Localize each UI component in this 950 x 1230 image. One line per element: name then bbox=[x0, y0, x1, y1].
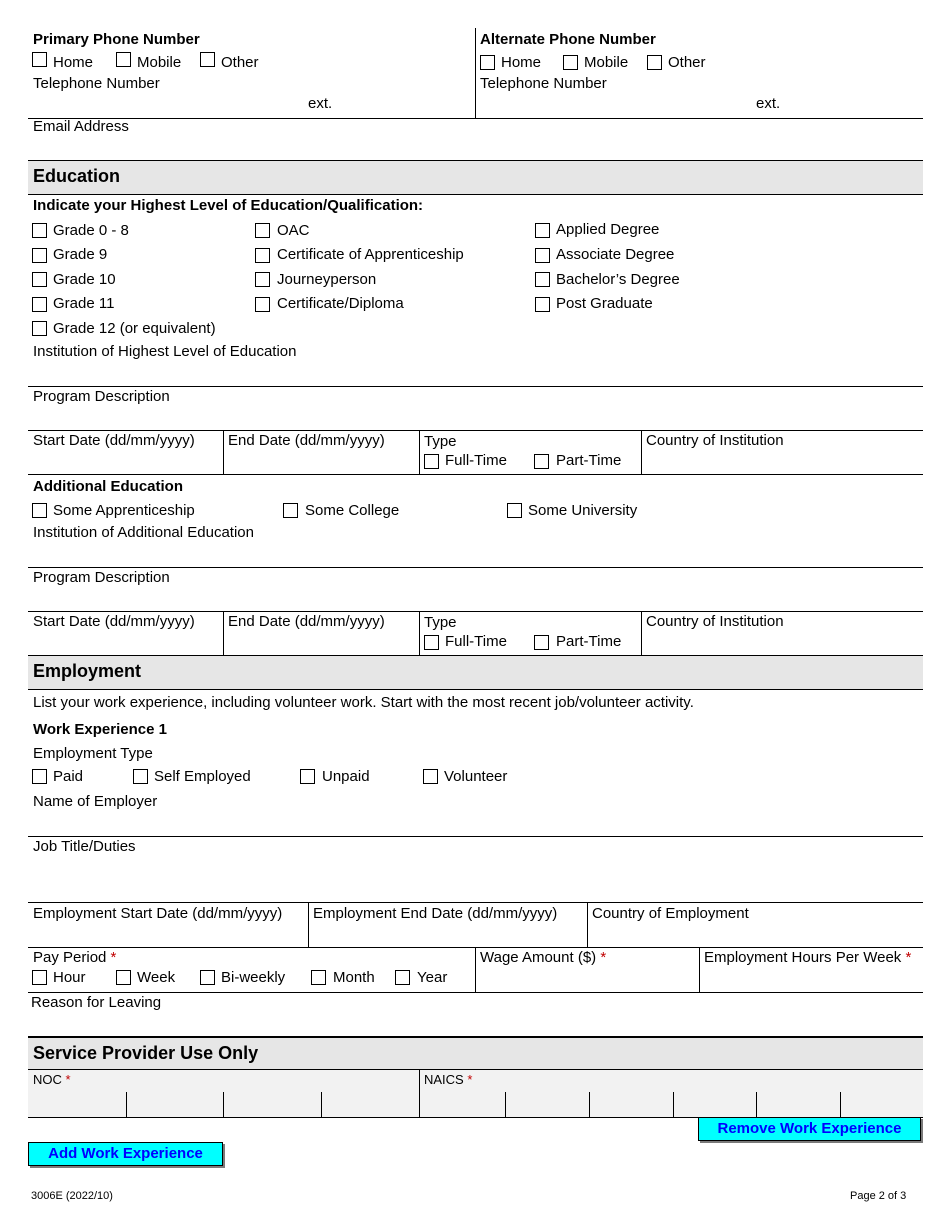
bachelors-degree-label: Bachelor’s Degree bbox=[556, 271, 680, 288]
unpaid-label: Unpaid bbox=[322, 768, 370, 785]
biweekly-label: Bi-weekly bbox=[221, 969, 286, 986]
noc-cell-divider bbox=[126, 1092, 127, 1117]
divider bbox=[223, 430, 224, 474]
primary-telephone-label[interactable]: Telephone Number bbox=[33, 75, 160, 92]
primary-mobile-checkbox[interactable] bbox=[116, 52, 131, 67]
additional-fulltime-label: Full-Time bbox=[445, 633, 507, 650]
some-apprenticeship-label: Some Apprenticeship bbox=[53, 502, 195, 519]
divider bbox=[587, 902, 588, 947]
noc-cell-divider bbox=[321, 1092, 322, 1117]
job-title-label[interactable]: Job Title/Duties bbox=[33, 838, 136, 855]
grade-9-checkbox[interactable] bbox=[32, 248, 47, 263]
start-date-label[interactable]: Start Date (dd/mm/yyyy) bbox=[33, 432, 195, 449]
education-prompt: Indicate your Highest Level of Education/Qualification: bbox=[33, 197, 424, 214]
noc-cell-divider bbox=[223, 1092, 224, 1117]
employment-start-date-label[interactable]: Employment Start Date (dd/mm/yyyy) bbox=[33, 905, 283, 922]
certificate-diploma-label: Certificate/Diploma bbox=[277, 295, 404, 312]
divider bbox=[308, 902, 309, 947]
alternate-telephone-label[interactable]: Telephone Number bbox=[480, 75, 607, 92]
some-college-checkbox[interactable] bbox=[283, 503, 298, 518]
hour-checkbox[interactable] bbox=[32, 970, 47, 985]
divider bbox=[419, 430, 420, 474]
grade-0-8-checkbox[interactable] bbox=[32, 223, 47, 238]
divider bbox=[28, 836, 923, 837]
apprenticeship-certificate-label: Certificate of Apprenticeship bbox=[277, 246, 464, 263]
grade-10-checkbox[interactable] bbox=[32, 272, 47, 287]
divider bbox=[419, 611, 420, 655]
reason-for-leaving-label[interactable]: Reason for Leaving bbox=[31, 994, 162, 1011]
required-marker: * bbox=[905, 949, 912, 966]
grade-12-checkbox[interactable] bbox=[32, 321, 47, 336]
fulltime-label: Full-Time bbox=[445, 452, 507, 469]
month-label: Month bbox=[333, 969, 375, 986]
form-code: 3006E (2022/10) bbox=[31, 1190, 113, 1202]
institution-label[interactable]: Institution of Highest Level of Education bbox=[33, 343, 297, 360]
service-provider-fields bbox=[28, 1070, 923, 1117]
naics-label: NAICS * bbox=[424, 1072, 473, 1087]
primary-ext-label[interactable]: ext. bbox=[308, 95, 333, 112]
naics-cell-divider bbox=[505, 1092, 506, 1117]
naics-cell-divider bbox=[589, 1092, 590, 1117]
bachelors-degree-checkbox[interactable] bbox=[535, 272, 550, 287]
noc-naics-divider bbox=[419, 1070, 420, 1117]
divider bbox=[28, 386, 923, 387]
alternate-other-label: Other bbox=[668, 54, 706, 71]
divider bbox=[641, 430, 642, 474]
divider bbox=[28, 118, 923, 119]
alternate-mobile-checkbox[interactable] bbox=[563, 55, 578, 70]
additional-institution-label[interactable]: Institution of Additional Education bbox=[33, 524, 254, 541]
divider bbox=[28, 902, 923, 903]
journeyperson-label: Journeyperson bbox=[277, 271, 377, 288]
work-experience-title: Work Experience 1 bbox=[33, 721, 167, 738]
employment-type-label: Employment Type bbox=[33, 745, 153, 762]
alternate-other-checkbox[interactable] bbox=[647, 55, 662, 70]
year-label: Year bbox=[417, 969, 448, 986]
additional-end-date-label[interactable]: End Date (dd/mm/yyyy) bbox=[228, 613, 385, 630]
employment-end-date-label[interactable]: Employment End Date (dd/mm/yyyy) bbox=[313, 905, 558, 922]
divider bbox=[28, 474, 923, 475]
self-employed-label: Self Employed bbox=[154, 768, 251, 785]
hour-label: Hour bbox=[53, 969, 86, 986]
grade-11-checkbox[interactable] bbox=[32, 297, 47, 312]
biweekly-checkbox[interactable] bbox=[200, 970, 215, 985]
employment-title: Employment bbox=[33, 661, 142, 681]
some-apprenticeship-checkbox[interactable] bbox=[32, 503, 47, 518]
required-marker: * bbox=[600, 949, 607, 966]
applied-degree-label: Applied Degree bbox=[556, 221, 660, 238]
grade-9-label: Grade 9 bbox=[53, 246, 108, 263]
fulltime-checkbox[interactable] bbox=[424, 454, 439, 469]
required-marker: * bbox=[65, 1072, 71, 1087]
divider bbox=[28, 611, 923, 612]
additional-fulltime-checkbox[interactable] bbox=[424, 635, 439, 650]
additional-program-label[interactable]: Program Description bbox=[33, 569, 170, 586]
pay-period-label: Pay Period * bbox=[33, 949, 117, 966]
naics-cell-divider bbox=[840, 1092, 841, 1117]
remove-work-experience-button[interactable]: Remove Work Experience bbox=[698, 1117, 921, 1141]
primary-home-label: Home bbox=[53, 54, 94, 71]
grade-10-label: Grade 10 bbox=[53, 271, 116, 288]
hours-per-week-label[interactable]: Employment Hours Per Week * bbox=[704, 949, 912, 966]
associate-degree-label: Associate Degree bbox=[556, 246, 675, 263]
country-of-institution-label[interactable]: Country of Institution bbox=[646, 432, 784, 449]
page-number: Page 2 of 3 bbox=[850, 1190, 907, 1202]
alternate-home-label: Home bbox=[501, 54, 542, 71]
divider bbox=[699, 947, 700, 992]
phone-divider bbox=[475, 28, 476, 118]
primary-home-checkbox[interactable] bbox=[32, 52, 47, 67]
education-title: Education bbox=[33, 166, 121, 186]
additional-parttime-label: Part-Time bbox=[556, 633, 622, 650]
journeyperson-checkbox[interactable] bbox=[255, 272, 270, 287]
employment-header bbox=[28, 655, 923, 690]
add-work-experience-button[interactable]: Add Work Experience bbox=[28, 1142, 223, 1166]
required-marker: * bbox=[110, 949, 117, 966]
divider bbox=[28, 992, 923, 993]
unpaid-checkbox[interactable] bbox=[300, 769, 315, 784]
divider bbox=[475, 947, 476, 992]
additional-country-label[interactable]: Country of Institution bbox=[646, 613, 784, 630]
additional-parttime-checkbox[interactable] bbox=[534, 635, 549, 650]
certificate-diploma-checkbox[interactable] bbox=[255, 297, 270, 312]
some-college-label: Some College bbox=[305, 502, 400, 519]
alternate-ext-label[interactable]: ext. bbox=[756, 95, 781, 112]
divider bbox=[28, 430, 923, 431]
primary-other-label: Other bbox=[221, 54, 259, 71]
noc-label: NOC * bbox=[33, 1072, 71, 1087]
self-employed-checkbox[interactable] bbox=[133, 769, 148, 784]
service-provider-title: Service Provider Use Only bbox=[33, 1043, 259, 1063]
some-university-label: Some University bbox=[528, 502, 638, 519]
paid-checkbox[interactable] bbox=[32, 769, 47, 784]
paid-label: Paid bbox=[53, 768, 84, 785]
applied-degree-checkbox[interactable] bbox=[535, 223, 550, 238]
program-description-label[interactable]: Program Description bbox=[33, 388, 170, 405]
end-date-label[interactable]: End Date (dd/mm/yyyy) bbox=[228, 432, 385, 449]
divider bbox=[223, 611, 224, 655]
employment-intro: List your work experience, including volunteer work. Start with the most recent job/volunteer activity. bbox=[33, 694, 694, 711]
type-label: Type bbox=[424, 433, 457, 450]
primary-phone-title: Primary Phone Number bbox=[33, 31, 200, 48]
divider bbox=[28, 567, 923, 568]
volunteer-label: Volunteer bbox=[444, 768, 508, 785]
apprenticeship-certificate-checkbox[interactable] bbox=[255, 248, 270, 263]
wage-amount-label[interactable]: Wage Amount ($) * bbox=[480, 949, 607, 966]
alternate-mobile-label: Mobile bbox=[584, 54, 629, 71]
grade-12-label: Grade 12 (or equivalent) bbox=[53, 320, 216, 337]
week-checkbox[interactable] bbox=[116, 970, 131, 985]
country-of-employment-label[interactable]: Country of Employment bbox=[592, 905, 749, 922]
additional-education-title: Additional Education bbox=[33, 478, 183, 495]
parttime-checkbox[interactable] bbox=[534, 454, 549, 469]
additional-type-label: Type bbox=[424, 614, 457, 631]
primary-mobile-label: Mobile bbox=[137, 54, 182, 71]
alternate-home-checkbox[interactable] bbox=[480, 55, 495, 70]
year-checkbox[interactable] bbox=[395, 970, 410, 985]
month-checkbox[interactable] bbox=[311, 970, 326, 985]
oac-checkbox[interactable] bbox=[255, 223, 270, 238]
naics-cell-divider bbox=[756, 1092, 757, 1117]
email-label[interactable]: Email Address bbox=[33, 118, 129, 135]
primary-other-checkbox[interactable] bbox=[200, 52, 215, 67]
parttime-label: Part-Time bbox=[556, 452, 622, 469]
service-provider-header bbox=[28, 1036, 923, 1070]
required-marker: * bbox=[467, 1072, 473, 1087]
naics-cell-divider bbox=[673, 1092, 674, 1117]
volunteer-checkbox[interactable] bbox=[423, 769, 438, 784]
grade-0-8-label: Grade 0 - 8 bbox=[53, 222, 129, 239]
employer-name-label[interactable]: Name of Employer bbox=[33, 793, 158, 810]
post-graduate-label: Post Graduate bbox=[556, 295, 653, 312]
education-header bbox=[28, 160, 923, 195]
alternate-phone-title: Alternate Phone Number bbox=[480, 31, 656, 48]
associate-degree-checkbox[interactable] bbox=[535, 248, 550, 263]
post-graduate-checkbox[interactable] bbox=[535, 297, 550, 312]
grade-11-label: Grade 11 bbox=[53, 295, 115, 312]
some-university-checkbox[interactable] bbox=[507, 503, 522, 518]
divider bbox=[641, 611, 642, 655]
additional-start-date-label[interactable]: Start Date (dd/mm/yyyy) bbox=[33, 613, 195, 630]
week-label: Week bbox=[137, 969, 176, 986]
oac-label: OAC bbox=[277, 222, 310, 239]
